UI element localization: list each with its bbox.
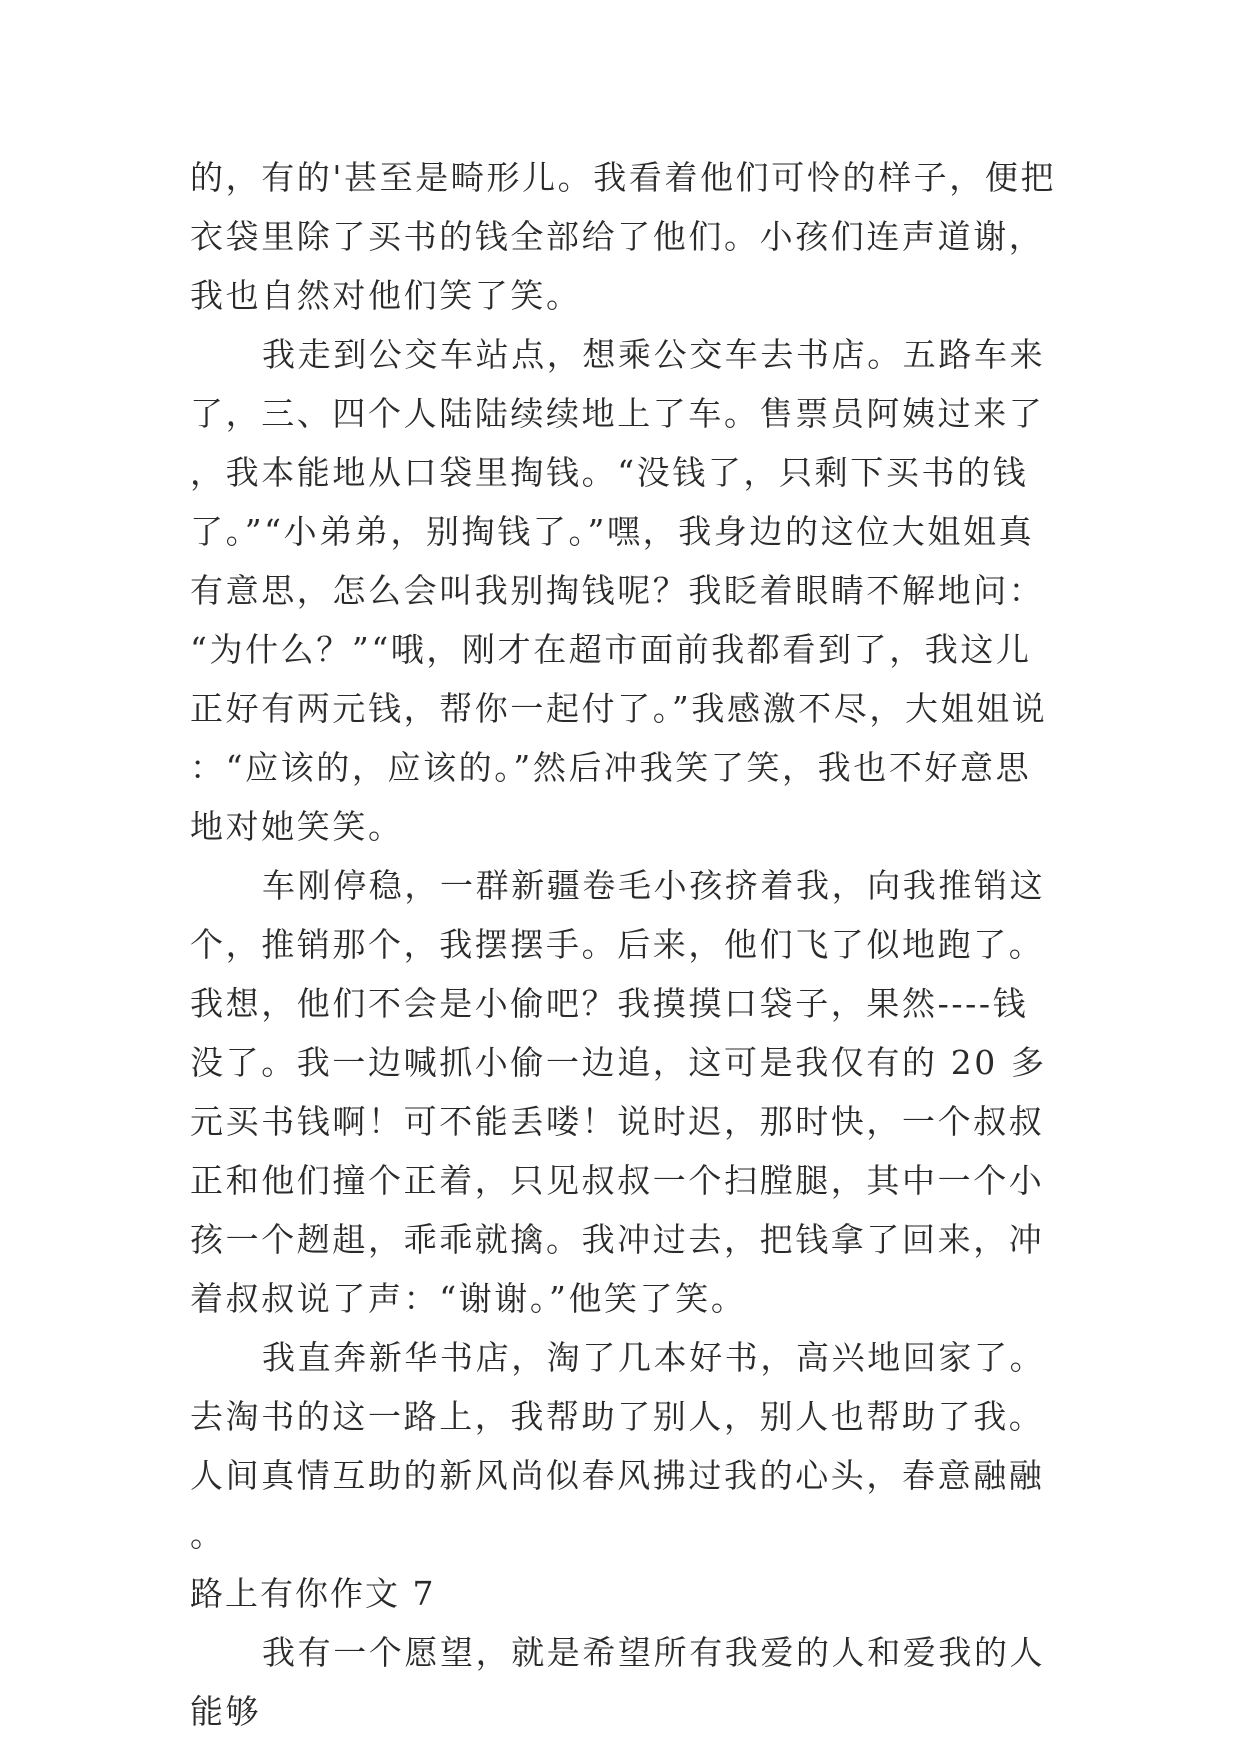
paragraph-4: 我直奔新华书店，淘了几本好书，高兴地回家了。去淘书的这一路上，我帮助了别人，别人也帮助了我。人间真情互助的新风尚似春风拂过我的心头，春意融融。 [190, 1338, 1046, 1554]
paragraph-1: 的，有的'甚至是畸形儿。我看着他们可怜的样子，便把衣袋里除了买书的钱全部给了他们。小孩们连声道谢，我也自然对他们笑了笑。 [190, 158, 1057, 315]
paragraph-2: 我走到公交车站点，想乘公交车去书店。五路车来了，三、四个人陆陆续续地上了车。售票员阿姨过来了，我本能地从口袋里掏钱。“没钱了，只剩下买书的钱了。”“小弟弟，别掏钱了。”嘿，我身边的这位大姐姐真有意思，怎么会叫我别掏钱呢？我眨着眼睛不解地问：“为什么？”“哦，刚才在超市面前我都看到了，我这儿正好有两元钱，帮你一起付了。”我感激不尽，大姐姐说：“应该的，应该的。”然后冲我笑了笑，我也不好意思地对她笑笑。 [190, 335, 1048, 846]
section-heading: 路上有你作文 7 [190, 1574, 436, 1613]
paragraph-3: 车刚停稳，一群新疆卷毛小孩挤着我，向我推销这个，推销那个，我摆摆手。后来，他们飞了似地跑了。我想，他们不会是小偷吧？我摸摸口袋子，果然----钱没了。我一边喊抓小偷一边追，这可是我仅有的 20 多元买书钱啊！可不能丢喽！说时迟，那时快，一个叔叔正和他们撞个正着，只见叔叔一个扫膛腿，其中一个小孩一个趔趄，乖乖就擒。我冲过去，把钱拿了回来，冲着叔叔说了声：“谢谢。”他笑了笑。 [190, 866, 1047, 1318]
document-body [190, 148, 1060, 1741]
paragraph-5: 我有一个愿望，就是希望所有我爱的人和爱我的人能够 [190, 1633, 1046, 1731]
